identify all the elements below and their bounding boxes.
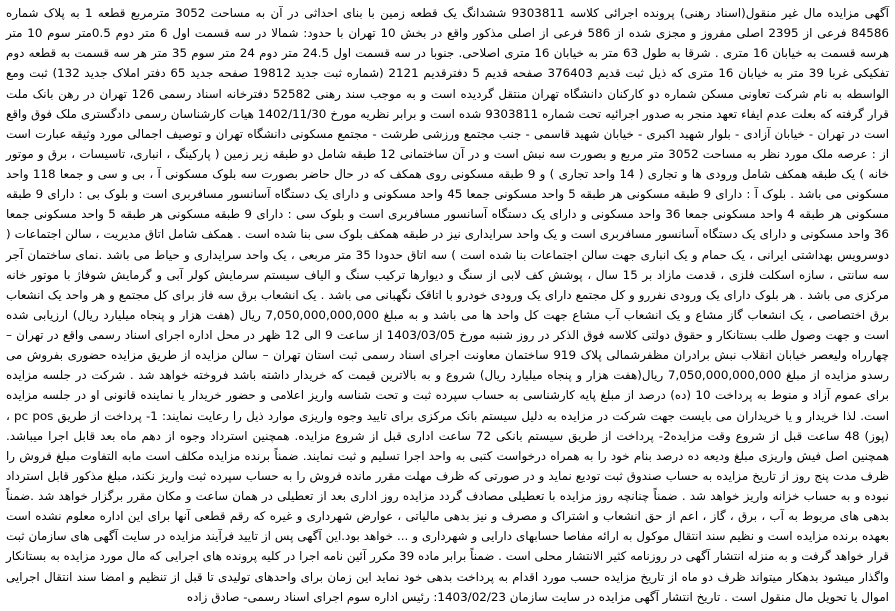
auction-notice-text: آگهی مزایده مال غیر منقول(اسناد رهنی) پرونده اجرائی کلاسه 9303811 ششدانگ یک قطعه زمین با بنای احداثی در آن به مساحت 3052 مترمربع قطعه 1 به پلاک شماره 84586 فرعی از 2395 اصلی مفروز و مجزی شده از 586 فرعی از اصلی مذکور واقع در بخش 10 تهران با حدود: شمالا در سه قسمت اول 6 متر دوم 0.5متر سوم 10 متر هرسه قسمت به خیابان 16 متری . شرقا به طول 63 متر به خیابان 16 متری اصلاحی. جنوبا در سه قسمت اول 24.5 متر دوم 24 متر سوم 35 متر هر سه قسمت به قطعه دوم تفکیکی غربا 39 متر به خیابان 16 متری که ذیل ثبت قدیم 376403 صفحه قدیم 5 دفترقدیم 2121 (شماره ثبت جدید 19812 صفحه جدید 65 دفتر املاک جدید 132) ثبت ومع الواسطه به نام شرکت تعاونی مسکن شماره دو کارکنان دانشگاه تهران منتقل گردیده است و به موجب سند رهنی 52582 دفترخانه اسناد رسمی 126 تهران در رهن بانک ملت قرار گرفته که بعلت عدم ایفاء تعهد منجر به صدور اجرائیه تحت شماره 9303811 شده است و برابر نظریه مورخ 1402/11/30 هیات کارشناسان رسمی دادگستری ملک فوق واقع است در تهران - خیابان آزادی - بلوار شهید اکبری - خیابان شهید قاسمی - جنب مجتمع ورزشی طرشت - مجتمع مسکونی دانشگاه تهران و توصیف اجمالی مورد وثیقه عبارت است از : عرصه ملک مورد نظر به مساحت 3052 متر مربع و بصورت سه نبش است و در آن ساختمانی 12 طبقه شامل دو طبقه زیر زمین ( پارکینگ ، انباری، تاسیسات ، برق و موتور خانه ) یک طبقه همکف شامل ورودی ها و تجاری ( 14 واحد تجاری ) و 9 طبقه مسکونی روی همکف که در حال حاضر بصورت سه بلوک مسکونی آ ، بی و سی و جمعا 118 واحد مسکونی می باشد . بلوک آ : دارای 9 طبقه مسکونی هر طبقه 5 واحد مسکونی جمعا 45 واحد مسکونی و دارای یک دستگاه آسانسور مسافربری است و بلوک بی : دارای 9 طبقه مسکونی هر طبقه 4 واحد مسکونی جمعا 36 واحد مسکونی و دارای یک دستگاه آسانسور مسافربری است و بلوک سی : دارای 9 طبقه مسکونی هر طبقه 5 واحد مسکونی جمعا 36 واحد مسکونی و دارای یک دستگاه آسانسور مسافربری است و یک واحد سرایداری نیز در طبقه همکف بلوک سی بنا شده است . همکف شامل اتاق مدیریت ، سالن اجتماعات ( دوسرویس بهداشتی ایرانی ، یک حمام و یک انباری جهت سالن اجتماعات بنا شده است ) سه اتاق حدودا 35 متر مربعی ، یک واحد سرایداری و حیاط می باشد .نمای ساختمان آجر سه سانتی ، سازه اسکلت فلزی ، قدمت مازاد بر 15 سال ، پوشش کف لابی از سنگ و دیوارها ترکیب سنگ و الیاف سیستم سرمایش کولر آبی و گرمایش شوفاژ با موتور خانه مرکزی می باشد . هر بلوک دارای یک ورودی نفررو و کل مجتمع دارای یک ورودی خودرو با اتاقک نگهبانی می باشد . یک انشعاب برق سه فاز برای کل مجتمع و هر واحد یک انشعاب برق اختصاصی ، یک انشعاب گاز مشاع و یک انشعاب آب مشاع جهت کل واحد ها می باشد و به مبلغ 7,050,000,000,000 ریال (هفت هزار و پنجاه میلیارد ریال) ارزیابی شده است و جهت وصول طلب بستانکار و حقوق دولتی کلاسه فوق الذکر در روز شنبه مورخ 1403/03/05 از ساعت 9 الی 12 ظهر در محل اداره اجرای اسناد رسمی واقع در تهران – چهارراه ولیعصر خیابان انقلاب نبش برادران مظفرشمالی پلاک 919 ساختمان معاونت اجرای اسناد رسمی ثبت استان تهران – سالن مزایده از طریق مزایده حضوری بفروش می رسدو مزایده از مبلغ 7,050,000,000,000 ریال(هفت هزار و پنجاه میلیارد ریال) شروع و به بالاترین قیمت که خریدار داشته باشد فروخته خواهد شد . شرکت در جلسه مزایده برای عموم آزاد و منوط به پرداخت 10 (ده) درصد از مبلغ پایه کارشناسی به حساب سپرده ثبت و تحت شناسه واریز اعلامی و حضور خریدار یا نماینده قانونی او در جلسه مزایده است. لذا خریدار و یا خریداران می بایست جهت شرکت در مزایده به دلیل سیستم بانک مرکزی برای تایید وجوه واریزی موارد ذیل را رعایت نمایند: 1- پرداخت از طریق pc pos ، (پوز) 48 ساعت قبل از شروع وقت مزایده2- پرداخت از طریق سیستم بانکی 72 ساعت اداری قبل از شروع مزایده. همچنین استرداد وجوه از دهم ماه بعد قابل اجرا میباشد. همچنین اصل فیش واریزی مبلغ ودیعه ده درصد بنام خود را به همراه درخواست کتبی به واحد اجرا تسلیم و ثبت نمایند. ضمناً برنده مزایده مکلف است مابه التفاوت مبلغ فروش را ظرف مدت پنج روز از تاریخ مزایده به حساب صندوق ثبت تودیع نماید و در صورتی که ظرف مهلت مقرر مانده فروش را به حساب سپرده ثبت واریز نکند، مبلغ مذکور قابل استرداد نبوده و به حساب خزانه واریز خواهد شد . ضمناً چنانچه روز مزایده با تعطیلی مصادف گردد مزایده روز اداری بعد از تعطیلی در همان ساعت و مکان مقرر برگزار خواهد شد .ضمناً بدهی های مربوط به آب ، برق ، گاز ، اعم از حق انشعاب و اشتراک و مصرف و نیز بدهی مالیاتی ، عوارض شهرداری و غیره که رقم قطعی آنها برای این اداره معلوم نشده است بعهده برنده مزایده است و نظیم سند انتقال موکول به ارائه مفاصا حسابهای دارایی و شهرداری و ... خواهد بود.این آگهی پس از تایید فرآیند مزایده در سایت آگهی های سازمان ثبت قرار خواهد گرفت و به منزله انتشار آگهی در روزنامه کثیر الانتشار محلی است . ضمناً برابر ماده 39 مکرر آئین نامه اجرا در کلیه پرونده های اجرایی که مال مورد مزایده به بستانکار واگذار میشود بدهکار میتواند ظرف دو ماه از تاریخ مزایده حسب مورد اقدام به پرداخت بدهی خود نماید این زمان برای واحدهای تولیدی تا قبل از تنظیم و امضا سند انتقال اجرایی اموال یا تحویل مال منقول است . تاریخ انتشار آگهی مزایده در سایت سازمان 1403/02/23: رئیس اداره سوم اجرای اسناد رسمی- صادق زاده <box>6 6 890 604</box>
